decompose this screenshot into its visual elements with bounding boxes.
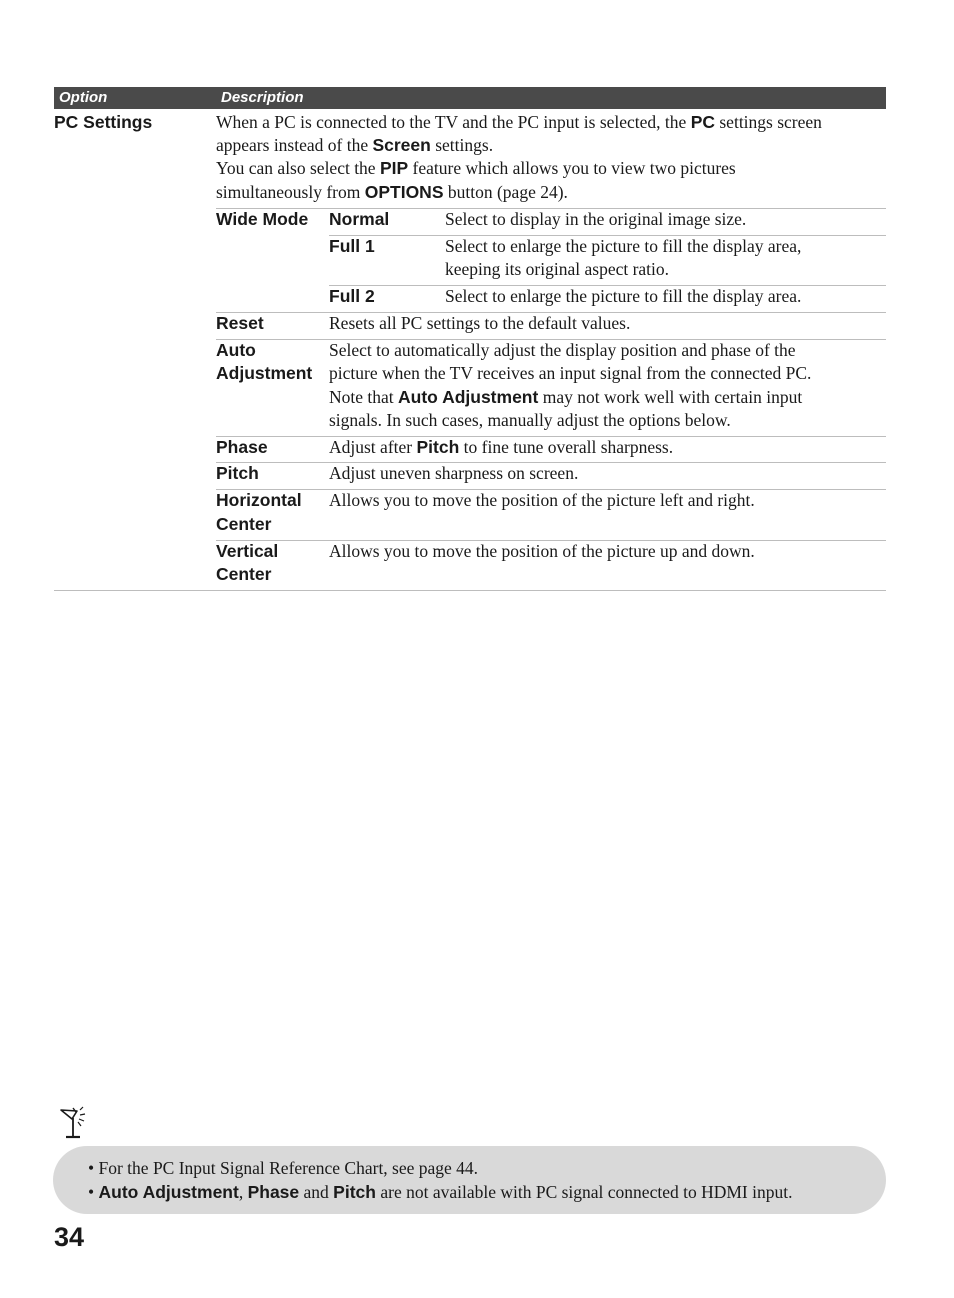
horizontal-center-label-1: Horizontal	[216, 490, 302, 510]
phase-desc: Adjust after Pitch to fine tune overall sharpness.	[329, 437, 674, 457]
tip-lamp-icon	[58, 1106, 96, 1140]
reset-desc: Resets all PC settings to the default values.	[329, 313, 631, 333]
table-bottom-rule	[54, 590, 886, 591]
header-option: Option	[59, 89, 108, 106]
auto-adjustment-desc-line4: signals. In such cases, manually adjust the options below.	[329, 410, 731, 430]
pc-settings-desc-line2: appears instead of the Screen settings.	[216, 135, 494, 155]
vertical-center-label-2: Center	[216, 564, 272, 584]
auto-adjustment-label-2: Adjustment	[216, 363, 313, 383]
full1-desc-line2: keeping its original aspect ratio.	[445, 259, 670, 279]
vertical-center-desc: Allows you to move the position of the picture up and down.	[329, 541, 755, 561]
full2-label: Full 2	[329, 286, 375, 306]
vertical-center-label-1: Vertical	[216, 541, 279, 561]
note-item-1: • For the PC Input Signal Reference Chart, see page 44.	[88, 1158, 479, 1178]
auto-adjustment-label-1: Auto	[216, 340, 256, 360]
full1-label: Full 1	[329, 236, 375, 256]
page-number: 34	[54, 1222, 85, 1252]
pitch-desc: Adjust uneven sharpness on screen.	[329, 463, 579, 483]
note-item-2: • Auto Adjustment, Phase and Pitch are not available with PC signal connected to HDMI input.	[88, 1182, 793, 1202]
header-description: Description	[221, 89, 304, 106]
horizontal-center-desc: Allows you to move the position of the picture left and right.	[329, 490, 755, 510]
full2-desc: Select to enlarge the picture to fill the display area.	[445, 286, 802, 306]
pitch-label: Pitch	[216, 463, 259, 483]
pc-settings-desc-line1: When a PC is connected to the TV and the PC input is selected, the PC settings screen	[216, 112, 822, 132]
auto-adjustment-desc-line2: picture when the TV receives an input signal from the connected PC.	[329, 363, 812, 383]
wide-mode-label: Wide Mode	[216, 209, 309, 229]
table-header	[54, 87, 886, 109]
normal-desc: Select to display in the original image size.	[445, 209, 747, 229]
phase-label: Phase	[216, 437, 268, 457]
pc-settings-label: PC Settings	[54, 112, 153, 132]
horizontal-center-label-2: Center	[216, 514, 272, 534]
reset-label: Reset	[216, 313, 264, 333]
pc-settings-desc-line4: simultaneously from OPTIONS button (page 24).	[216, 182, 568, 202]
normal-label: Normal	[329, 209, 390, 229]
auto-adjustment-desc-line3: Note that Auto Adjustment may not work well with certain input	[329, 387, 803, 407]
pc-settings-desc-line3: You can also select the PIP feature which allows you to view two pictures	[216, 158, 736, 178]
auto-adjustment-desc-line1: Select to automatically adjust the display position and phase of the	[329, 340, 796, 360]
full1-desc-line1: Select to enlarge the picture to fill the display area,	[445, 236, 802, 256]
